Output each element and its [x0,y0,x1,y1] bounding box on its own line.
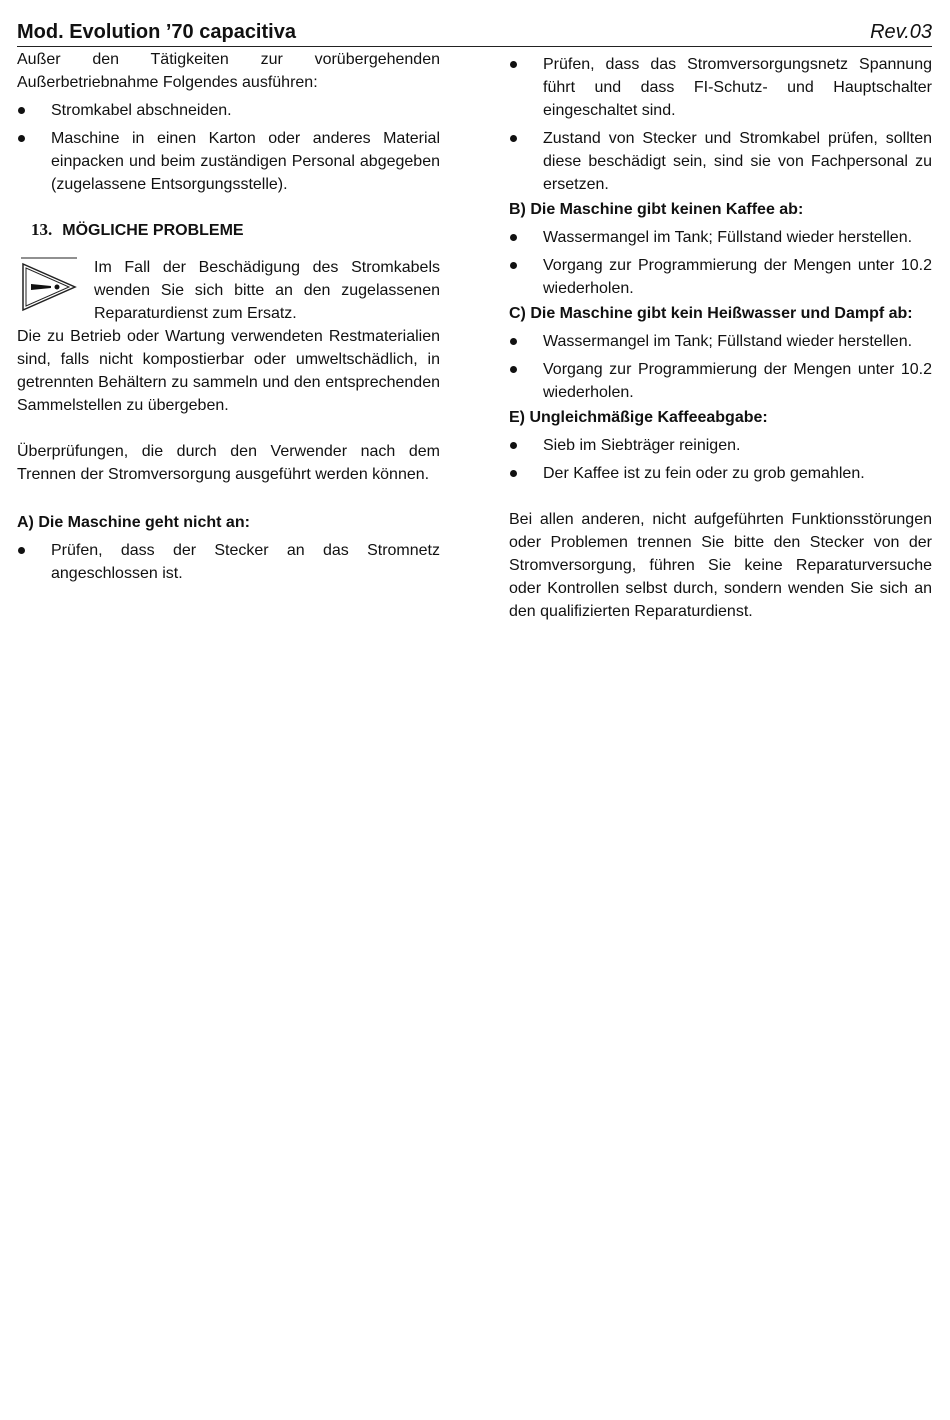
page-header [17,18,932,47]
problem-e-list [509,434,932,485]
right-column [509,48,932,623]
list-item: Wassermangel im Tank; Füllstand wieder herstellen. [509,226,932,249]
list-item: Der Kaffee ist zu fein oder zu grob gemahlen. [509,462,932,485]
section-title: MÖGLICHE PROBLEME [62,222,244,239]
section-heading [31,218,440,246]
problem-b-list [509,226,932,300]
list-item: Maschine in einen Karton oder anderes Material einpacken und beim zuständigen Personal abgegeben (zugelassene Entsorgungsstelle). [17,127,440,196]
problem-a-heading: A) Die Maschine geht nicht an: [17,514,250,531]
list-item: Vorgang zur Programmierung der Mengen unter 10.2 wiederholen. [509,254,932,300]
intro-list [17,99,440,196]
list-item: Sieb im Siebträger reinigen. [509,434,932,457]
problem-b-heading: B) Die Maschine gibt keinen Kaffee ab: [509,201,804,218]
problem-a-list-continued [509,53,932,196]
list-item: Zustand von Stecker und Stromkabel prüfen, sollten diese beschädigt sein, sind sie von Fachpersonal zu ersetzen. [509,127,932,196]
problem-c-list [509,330,932,404]
problem-a-list [17,539,440,585]
intro-paragraph: Außer den Tätigkeiten zur vorübergehenden Außerbetriebnahme Folgendes ausführen: [17,51,440,91]
left-column [17,48,440,585]
warning-block [17,256,440,325]
list-item: Wassermangel im Tank; Füllstand wieder herstellen. [509,330,932,353]
section-number: 13. [31,220,53,239]
revision-label: Rev.03 [870,21,932,43]
list-item: Stromkabel abschneiden. [17,99,440,122]
checks-intro-paragraph: Überprüfungen, die durch den Verwender nach dem Trennen der Stromversorgung ausgeführt werden können. [17,443,440,483]
disposal-paragraph: Die zu Betrieb oder Wartung verwendeten Restmaterialien sind, falls nicht kompostierbar oder umweltschädlich, in getrennten Behältern zu sammeln und den entsprechenden Sammelstellen zu übergeben. [17,328,440,414]
list-item: Prüfen, dass das Stromversorgungsnetz Spannung führt und dass FI-Schutz- und Hauptschalter eingeschaltet sind. [509,53,932,122]
list-item: Vorgang zur Programmierung der Mengen unter 10.2 wiederholen. [509,358,932,404]
problem-c-heading: C) Die Maschine gibt kein Heißwasser und Dampf ab: [509,305,913,322]
problem-e-heading: E) Ungleichmäßige Kaffeeabgabe: [509,409,768,426]
document-title: Mod. Evolution ’70 capacitiva [17,21,296,43]
closing-paragraph: Bei allen anderen, nicht aufgeführten Funktionsstörungen oder Problemen trennen Sie bitte den Stecker von der Stromversorgung, führen Sie keine Reparaturversuche oder Kontrollen selbst durch, sondern wenden Sie sich an den qualifizierten Reparaturdienst. [509,511,932,620]
warning-triangle-icon [17,256,79,316]
warning-text: Im Fall der Beschädigung des Stromkabels wenden Sie sich bitte an den zugelassenen Reparaturdienst zum Ersatz. [94,259,440,322]
list-item: Prüfen, dass der Stecker an das Stromnetz angeschlossen ist. [17,539,440,585]
